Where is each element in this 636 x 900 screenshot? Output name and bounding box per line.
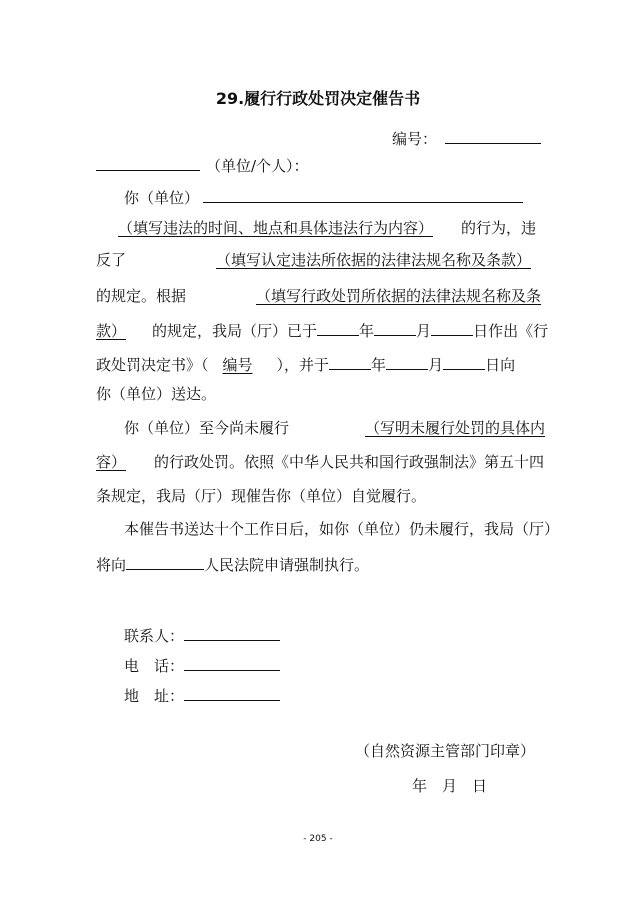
p1-line6 <box>96 352 515 375</box>
p3-line2 <box>96 552 369 575</box>
delivered-text: 你（单位）送达。 <box>96 385 217 403</box>
contact-address-label: 地 址： <box>124 687 185 705</box>
contact-phone-blank <box>184 653 280 671</box>
number-word: 编号 <box>222 356 253 374</box>
document-title: 29.履行行政处罚决定催告书 <box>215 89 421 108</box>
p1-line2 <box>96 218 536 238</box>
fill-penalty-law-hint-2: 款） <box>96 322 127 340</box>
p1-line3 <box>96 250 545 270</box>
date-text: 年 月 日 <box>412 777 488 795</box>
month-label-1: 月 <box>416 322 432 340</box>
p2-line1 <box>124 418 545 438</box>
violate-text: 反了 <box>96 251 127 269</box>
month-blank-2 <box>386 352 428 370</box>
decision-title-text: 政处罚决定书》（ <box>96 356 209 374</box>
contact-person-label: 联系人： <box>124 627 185 645</box>
seal-text: （自然资源主管部门印章） <box>355 742 536 760</box>
court-blank <box>126 552 204 570</box>
p2-line2 <box>96 452 544 472</box>
day-blank-2 <box>443 352 485 370</box>
year-blank-1 <box>317 318 359 336</box>
contact-person-blank <box>184 623 280 641</box>
fill-specific-hint-2: 容） <box>96 453 127 471</box>
fill-penalty-law-hint-1: （填写行政处罚所依据的法律法规名称及条 <box>256 287 542 305</box>
behavior-violation-text: 的行为，违 <box>461 219 537 237</box>
p2-start-text: 你（单位）至今尚未履行 <box>124 419 290 437</box>
p2-line3 <box>96 486 426 506</box>
month-blank-1 <box>374 318 416 336</box>
p3-line2-start: 将向 <box>96 556 127 574</box>
p1-line1 <box>124 185 523 208</box>
contact-address-blank <box>184 683 280 701</box>
number-blank <box>445 126 541 144</box>
month-label-2: 月 <box>428 356 444 374</box>
provisions-basis-text: 的规定。根据 <box>96 287 187 305</box>
year-label-1: 年 <box>359 322 375 340</box>
contact-address-row <box>124 683 280 706</box>
p2-line3-text: 条规定，我局（厅）现催告你（单位）自觉履行。 <box>96 487 427 505</box>
contact-phone-label: 电 话： <box>124 657 185 675</box>
recipient-suffix: （单位/个人）： <box>206 157 309 175</box>
p2-after-fill-text: 的行政处罚。依照《中华人民共和国行政强制法》第五十四 <box>154 453 545 471</box>
and-on-text: ），并于 <box>276 356 330 374</box>
p3-line2-end: 人民法院申请强制执行。 <box>204 556 370 574</box>
you-unit-label: 你（单位） <box>124 189 200 207</box>
fill-specific-hint-1: （写明未履行处罚的具体内 <box>365 419 546 437</box>
fill-law-hint: （填写认定违法所依据的法律法规名称及条款） <box>216 251 532 269</box>
contact-phone-row <box>124 653 280 676</box>
recipient-blank <box>96 153 200 171</box>
number-label: 编号： <box>392 130 438 148</box>
recipient-row <box>96 153 309 176</box>
page-number: - 205 - <box>303 834 333 844</box>
year-blank-2 <box>329 352 371 370</box>
p3-line1 <box>124 519 559 539</box>
day-blank-1 <box>431 318 473 336</box>
fill-violation-hint: （填写违法的时间、地点和具体违法行为内容） <box>118 219 434 237</box>
p1-line5 <box>96 318 548 341</box>
p1-line4 <box>96 286 541 306</box>
provisions-bureau-text: 的规定，我局（厅）已于 <box>152 322 318 340</box>
number-row <box>392 126 541 149</box>
contact-person-row <box>124 623 280 646</box>
p1-line7 <box>96 384 216 404</box>
day-made-text: 日作出《行 <box>473 322 549 340</box>
p3-line1-text: 本催告书送达十个工作日后，如你（单位）仍未履行，我局（厅） <box>124 520 560 538</box>
year-label-2: 年 <box>371 356 387 374</box>
day-to-text: 日向 <box>485 356 516 374</box>
unit-name-blank <box>203 185 523 203</box>
